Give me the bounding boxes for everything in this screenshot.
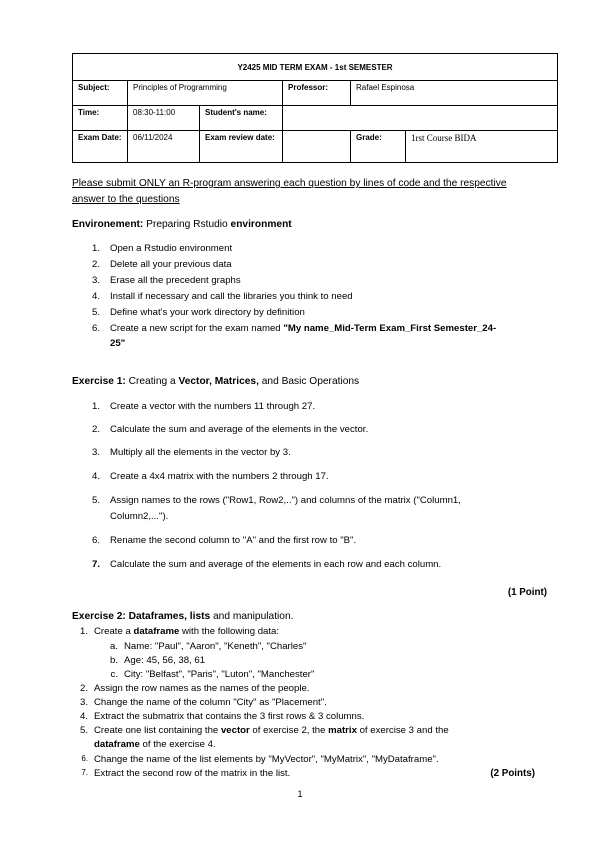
dataframe-bold: dataframe	[94, 739, 140, 750]
review-date-label: Exam review date:	[200, 131, 283, 163]
list-item-text: Open a Rstudio environment	[110, 243, 233, 254]
exercise1-heading	[72, 376, 359, 387]
vector-bold: vector	[220, 725, 250, 736]
grade-value: 1rst Course BIDA	[406, 131, 558, 163]
intro-line-1: Please submit ONLY an R-program answering each question by lines of code and the respective	[72, 178, 507, 189]
exercise1-heading-text2: and Basic Operations	[258, 376, 360, 387]
subject-label: Subject:	[73, 81, 128, 106]
environment-heading-text: Preparing Rstudio	[143, 219, 231, 230]
list-item-text: of the exercise 4.	[139, 739, 216, 750]
list-item-text: Assign names to the rows ("Row1, Row2,..") and columns of the matrix ("Column1,	[110, 495, 461, 506]
exercise1-heading-bold: Exercise 1:	[72, 376, 126, 387]
environment-heading-bold: Environement:	[72, 219, 144, 230]
exercise2-heading-bold2: Dataframes, lists	[125, 611, 211, 622]
sub-list-item-text: City: "Belfast", "Paris", "Luton", "Manchester"	[124, 669, 315, 680]
list-item-text: Create a	[94, 626, 134, 637]
list-item-text: Create a 4x4 matrix with the numbers 2 through 17.	[110, 471, 329, 482]
exercise1-heading-bold2: Vector, Matrices,	[178, 376, 259, 387]
script-name-bold: "My name_Mid-Term Exam_First Semester_24-	[283, 323, 497, 334]
environment-heading-bold2: environment	[230, 219, 292, 230]
list-item-text: Change the name of the column "City" as "Placement".	[94, 697, 327, 708]
exam-header-table	[72, 53, 558, 163]
exam-date-value: 06/11/2024	[128, 131, 200, 163]
script-name-bold-cont: 25"	[110, 338, 126, 349]
exam-title: Y2425 MID TERM EXAM - 1st SEMESTER	[73, 54, 558, 81]
list-item-text: Multiply all the elements in the vector by 3.	[110, 447, 291, 458]
exercise2-heading-bold: Exercise 2:	[72, 611, 126, 622]
time-label: Time:	[73, 106, 128, 131]
list-item-text: Assign the row names as the names of the people.	[94, 683, 310, 694]
professor-value: Rafael Espinosa	[351, 81, 558, 106]
list-item-text: Install if necessary and call the libraries you think to need	[110, 291, 353, 302]
list-item-text: of exercise 2, the	[249, 725, 329, 736]
list-item-text: Calculate the sum and average of the elements in the vector.	[110, 424, 369, 435]
exam-page: Y2425 MID TERM EXAM - 1st SEMESTER Subject: Principles of Programming Professor: Rafael Espinosa Time: 08:30-11:00 Student's name: Exam Date: 06/11/2024 Exam review date: Grade: 1rst Course BIDA Please submit ONLY an R-program answering each question by lines of code and the respective answer to the questions Environement: Preparing Rstudio environment 1. Open a Rstudio environment 2. Delete all your previous data 3. Erase all the precedent graphs 4. Install if necessary and call the libraries you think to need 5. Define what's your work directory by definition 6. Create a new script for the exam named "My name_Mid-Term Exam_First Semester_24- 25" Exercise 1: Creating a Vector, Matrices, and Basic Operations 1. Create a vector with the numbers 11 through 27. 2. Calculate the sum and average of the elements in the vector. 3. Multiply all the elements in the vector by 3. 4. Create a 4x4 matrix with the numbers 2 through 17. 5. Assign names to the rows ("Row1, Row2,..") and columns of the matrix ("Column1, Column2,..."). 6. Rename the second column to "A" and the first row to "B". 7. Calculate the sum and average of the elements in each row and each column. (1 Point) Exercise 2: Dataframes, lists and manipulation. 1. Create a dataframe with the following data: a. Name: "Paul", "Aaron", "Keneth", "Charles" b. Age: 45, 56, 38, 61 c. City: "Belfast", "Paris", "Luton", "Manchester" 2. Assign the row names as the names of the people. 3. Change the name of the column "City" as "Placement". 4. Extract the submatrix that contains the 3 first rows & 3 columns. 5. Create one list containing the vector of exercise 2, the matrix of exercise 3 and the dataframe of the exercise 4. 6. Change the name of the list elements by "MyVector", "MyMatrix", "MyDataframe". 7. Extract the second row of the matrix in the list. (2 Points) 1	[0, 0, 600, 848]
list-item-text: Column2,...").	[110, 511, 169, 522]
exam-date-label: Exam Date:	[73, 131, 128, 163]
exercise1-heading-text: Creating a	[125, 376, 179, 387]
list-item-text: Create one list containing the	[94, 725, 221, 736]
list-item-text: Change the name of the list elements by "MyVector", "MyMatrix", "MyDataframe".	[94, 754, 439, 765]
list-item-text: Calculate the sum and average of the elements in each row and each column.	[110, 559, 442, 570]
intro-line-2: answer to the questions	[72, 194, 180, 205]
dataframe-bold: dataframe	[133, 626, 180, 637]
grade-label: Grade:	[351, 131, 406, 163]
list-item-text: Create a vector with the numbers 11 through 27.	[110, 401, 316, 412]
student-name-label: Student's name:	[200, 106, 283, 131]
environment-heading	[72, 219, 292, 230]
list-item-text: Rename the second column to "A" and the first row to "B".	[110, 535, 357, 546]
subject-value: Principles of Programming	[128, 81, 283, 106]
time-value: 08:30-11:00	[128, 106, 200, 131]
exercise2-heading-text: and manipulation.	[210, 611, 294, 622]
sub-list-item-text: Age: 45, 56, 38, 61	[124, 655, 206, 666]
list-item-text: Extract the submatrix that contains the 3 first rows & 3 columns.	[94, 711, 365, 722]
sub-list-item-text: Name: "Paul", "Aaron", "Keneth", "Charles"	[124, 641, 307, 652]
student-name-field[interactable]	[283, 106, 558, 131]
list-item-text: of exercise 3 and the	[356, 725, 449, 736]
exercise1-points: (1 Point)	[507, 587, 547, 598]
matrix-bold: matrix	[328, 725, 357, 736]
page-number: 1	[297, 789, 303, 799]
review-date-field[interactable]	[283, 131, 351, 163]
list-item-text: with the following data:	[179, 626, 280, 637]
exercise2-points: (2 Points)	[490, 768, 535, 779]
list-item-text: Erase all the precedent graphs	[110, 275, 241, 286]
list-item-text: Extract the second row of the matrix in the list.	[94, 768, 291, 779]
list-item-text: Delete all your previous data	[110, 259, 232, 270]
list-item-text: Define what's your work directory by definition	[110, 307, 305, 318]
professor-label: Professor:	[283, 81, 351, 106]
exercise2-heading	[72, 611, 293, 622]
list-item-text: Create a new script for the exam named	[110, 323, 284, 334]
